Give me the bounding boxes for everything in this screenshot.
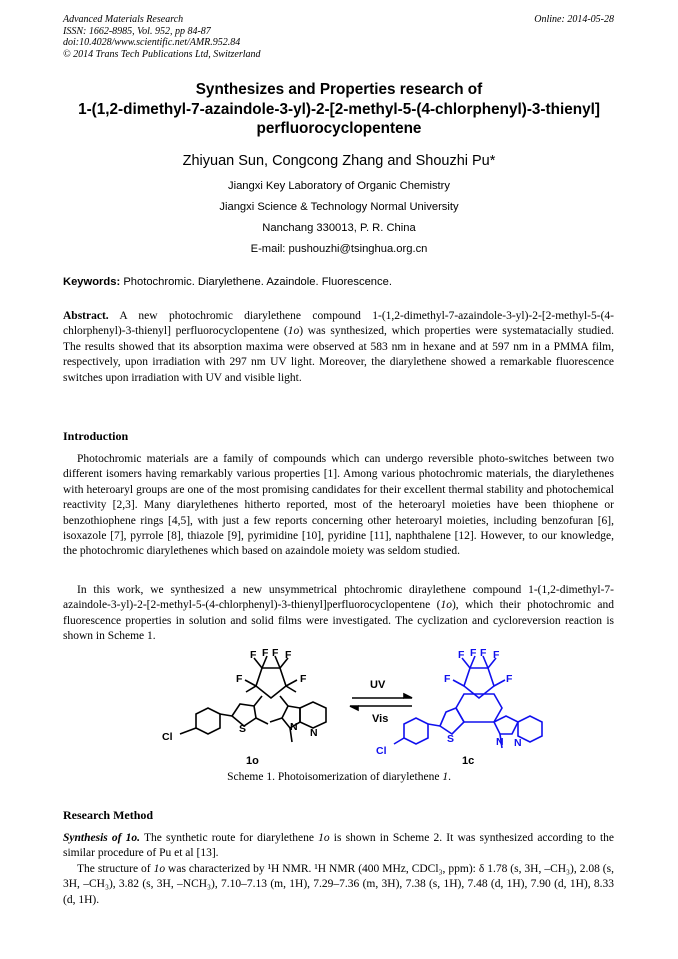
atom-f: F bbox=[444, 673, 451, 685]
atom-f: F bbox=[285, 649, 292, 661]
journal-header bbox=[63, 14, 423, 60]
online-date: Online: 2014-05-28 bbox=[534, 14, 614, 25]
title-line-2: 1-(1,2-dimethyl-7-azaindole-3-yl)-2-[2-methyl-5-(4-chlorphenyl)-3-thienyl] bbox=[78, 100, 600, 118]
journal-name: Advanced Materials Research bbox=[63, 14, 184, 25]
atom-n: N bbox=[496, 736, 504, 748]
keywords-text: Photochromic. Diarylethene. Azaindole. Fluorescence. bbox=[123, 276, 392, 288]
intro-p2-text-1: In this work, we synthesized a new unsymmetrical phtochromic diraylethene compound 1-(1,2-dimethyl-7-azaindole-3-yl)-2-[2-methyl-5-(4-chlorphenyl)-3-thienyl]perfluorocyclopentene ( bbox=[63, 584, 614, 612]
intro-p2-text-2: ), which their photochromic and fluorescence properties in solution and solid films were investigated. The cyclization and cycloreversion reaction is shown in Scheme 1. bbox=[63, 599, 614, 643]
atom-n: N bbox=[290, 721, 298, 733]
pyridine-ring-open bbox=[300, 702, 326, 728]
intro-p2-compound: 1o bbox=[440, 599, 452, 612]
doi: doi:10.4028/www.scientific.net/AMR.952.84 bbox=[63, 37, 241, 48]
abstract-label: Abstract. bbox=[63, 310, 109, 322]
intro-paragraph-1: Photochromic materials are a family of compounds which can undergo reversible photo-switches between two different isomers having remarkably various properties [1]. Among various photochromic materials, the diarylethenes with heteroaryl groups are one of the most promising candidates for their excellent thermal stability and photochemical reactivity [2,3]. Many diarylethenes hitherto reported, most of the heteroaryl moieties have been thiophene or benzothiophene rings [4,5], with just a few reports concerning other heteroaryl moieties, including benzofuran [6], isoxazole [7], pyrrole [8], thiazole [9], pyrimidine [10], pyridine [11], naphthalene [12]. However, to our knowledge, the photochromic diarylethenes which based on azaindole moiety was seldom studied. bbox=[63, 453, 614, 558]
abstract-text-1: A new photochromic diarylethene compound 1-(1,2-dimethyl-7-azaindole-3-yl)-2-[2-methyl-5-(4-chlorphenyl)-3-thienyl] perfluorocyclopentene ( bbox=[63, 310, 614, 338]
affiliation-email: E-mail: pushouzhi@tsinghua.org.cn bbox=[250, 243, 428, 255]
keywords-label: Keywords: bbox=[63, 276, 121, 288]
synthesis-compound: 1o bbox=[318, 832, 330, 844]
atom-s: S bbox=[239, 723, 247, 735]
research-method-heading: Research Method bbox=[63, 808, 154, 822]
cyclopentene-ring bbox=[256, 668, 286, 698]
affiliation-university: Jiangxi Science & Technology Normal University bbox=[219, 201, 459, 213]
copyright: © 2014 Trans Tech Publications Ltd, Switzerland bbox=[63, 48, 261, 60]
atom-s: S bbox=[447, 733, 455, 745]
intro-paragraph-2 bbox=[63, 583, 614, 645]
atom-f: F bbox=[458, 649, 465, 661]
abstract-text-2: ) was synthesized, which properties were systematacially studied. The results showed that its absorption maxima were observed at 583 nm in hexane and at 597 nm in a PMMA film, respectively, upon irradiation with 297 nm UV light. Moreover, the diarylethene showed a remarkable fluorescence switches upon irradiation with UV and visible light. bbox=[63, 325, 614, 384]
paper-title bbox=[40, 80, 638, 139]
introduction-heading: Introduction bbox=[63, 429, 129, 443]
affiliation-city: Nanchang 330013, P. R. China bbox=[262, 222, 416, 234]
caption-suffix: . bbox=[448, 771, 451, 783]
thiophene-ring-closed bbox=[440, 708, 464, 734]
title-line-3: perfluorocyclopentene bbox=[256, 120, 422, 137]
closed-form-structure bbox=[394, 656, 542, 748]
atom-f: F bbox=[272, 647, 279, 659]
synthesis-paragraph bbox=[63, 831, 614, 862]
issn: ISSN: 1662-8985, Vol. 952, pp 84-87 bbox=[63, 25, 211, 37]
affiliation bbox=[40, 176, 638, 260]
open-form-structure bbox=[180, 656, 326, 742]
authors: Zhiyuan Sun, Congcong Zhang and Shouzhi Pu* bbox=[182, 153, 496, 169]
atom-f: F bbox=[470, 647, 477, 659]
reaction-arrows bbox=[350, 694, 412, 710]
abstract-compound: 1o bbox=[287, 325, 300, 338]
atom-f: F bbox=[236, 673, 243, 685]
uv-label: UV bbox=[370, 679, 386, 691]
atom-n: N bbox=[514, 737, 522, 749]
pyrrole-ring-closed bbox=[494, 716, 518, 734]
open-form-label: 1o bbox=[246, 755, 259, 767]
atom-cl: Cl bbox=[162, 731, 173, 743]
nmr-paragraph bbox=[63, 862, 614, 908]
chlorophenyl-ring-open bbox=[196, 708, 220, 734]
atom-f: F bbox=[262, 647, 269, 659]
atom-f: F bbox=[506, 673, 513, 685]
synthesis-text-2: is shown in Scheme 2. It was synthesized according to the similar procedure of Pu et al [13]. bbox=[63, 832, 614, 860]
nmr-text-1: The structure of bbox=[77, 863, 154, 875]
closed-form-label: 1c bbox=[462, 755, 475, 767]
atom-cl: Cl bbox=[376, 745, 387, 757]
caption-prefix: Scheme 1. Photoisomerization of diarylethene bbox=[227, 771, 443, 783]
atom-f: F bbox=[300, 673, 307, 685]
abstract bbox=[63, 309, 614, 386]
scheme-1-figure bbox=[150, 646, 550, 768]
atom-n: N bbox=[310, 727, 318, 739]
title-line-1: Synthesizes and Properties research of bbox=[195, 81, 483, 98]
synthesis-label: Synthesis of 1o. bbox=[63, 832, 141, 844]
nmr-compound: 1o bbox=[153, 863, 166, 875]
nmr-text-2: was characterized by ¹H NMR. ¹H NMR (400 MHz, CDCl₃, ppm): δ 1.78 (s, 3H, –CH₃), 2.08 (s, 3H, –CH₃), 3.82 (s, 3H, –NCH₃), 7.10–7.13 (m, 1H), 7.29–7.36 (m, 3H), 7.38 (s, 1H), 7.48 (d, 1H), 7.90 (d, 1H), 8.33 (d, 1H). bbox=[63, 863, 614, 906]
atom-f: F bbox=[493, 649, 500, 661]
synthesis-text-1: The synthetic route for diarylethene bbox=[140, 832, 319, 844]
scheme-caption bbox=[40, 771, 638, 783]
atom-f: F bbox=[480, 647, 487, 659]
affiliation-lab: Jiangxi Key Laboratory of Organic Chemistry bbox=[228, 180, 450, 192]
vis-label: Vis bbox=[372, 713, 389, 725]
keywords bbox=[63, 276, 615, 288]
atom-f: F bbox=[250, 649, 257, 661]
chlorophenyl-ring-closed bbox=[404, 718, 428, 744]
closed-form-atoms bbox=[376, 647, 522, 757]
caption-number: 1 bbox=[442, 771, 449, 783]
pyridine-ring-closed bbox=[518, 716, 542, 742]
